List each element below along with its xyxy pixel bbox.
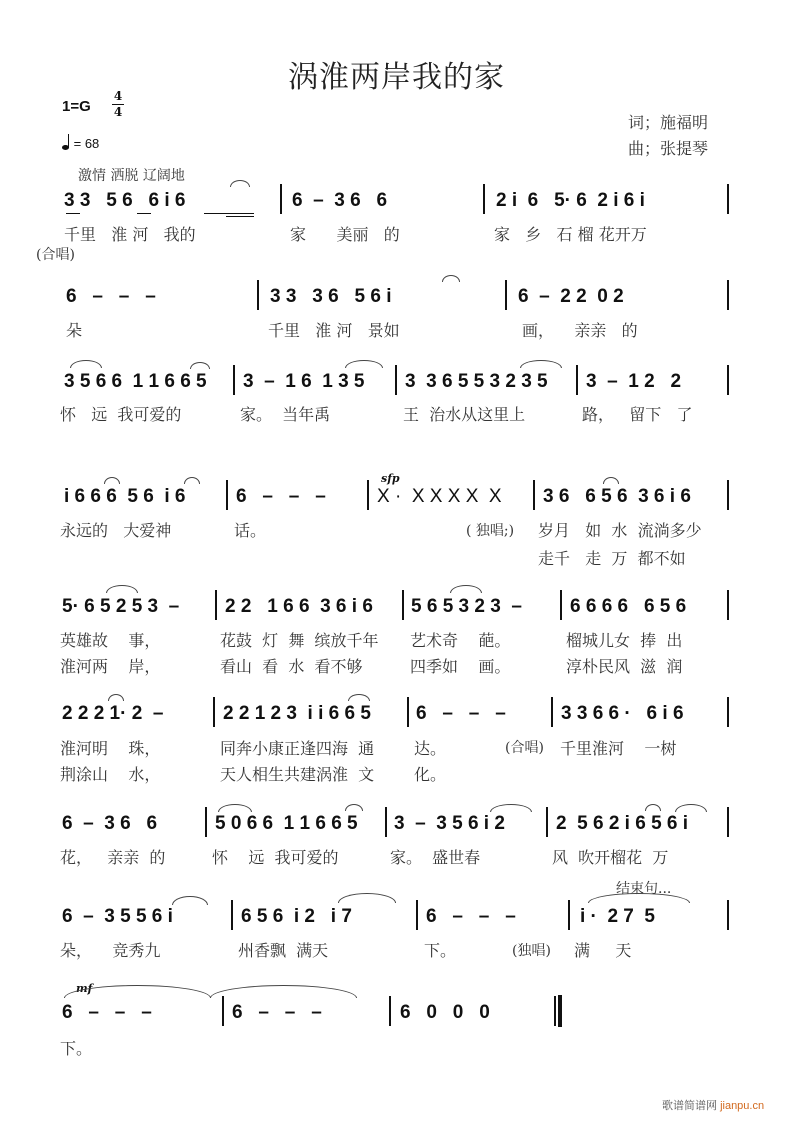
measure-2-notes: 6 – 3 6 6 [292,190,388,211]
measure-17-notes: 5 6 5 3 2 3 – [411,596,522,617]
measure-16-notes: 2 2 1 6 6 3 6 i 6 [225,596,373,617]
lyric-line-2: 化。 [414,765,447,784]
measure-12-notes: 6 – – – [236,486,326,507]
barline [727,590,729,620]
measure-20-notes: 2 2 1 2 3 i i 6 6 5 [223,703,371,724]
measure-15-notes: 5· 6 5 2 5 3 – [62,596,180,617]
barline [727,900,729,930]
measure-30-notes: i · 2 7 5 [580,906,655,927]
barline [727,280,729,310]
underline [66,213,80,214]
barline [257,280,259,310]
measure-26-notes: 2 5 6 2 i 6 5 6 i [556,813,689,834]
measure-18-notes: 6 6 6 6 6 5 6 [570,596,687,617]
dynamic-mf: mf [76,982,93,995]
lyric-line-1: 千里淮河 一树 [560,739,677,758]
barline [231,900,233,930]
measure-19-notes: 2 2 2 1· 2 – [62,703,164,724]
barline [233,365,235,395]
lyric-line-1: 岁月 如 水 流淌多少 [538,521,702,540]
barline [367,480,369,510]
barline [727,480,729,510]
tempo-marking [62,134,99,151]
lyric-line-1: 花， 亲亲 的 [60,848,166,867]
slur [442,275,460,282]
measure-6-notes: 6 – 2 2 0 2 [518,286,624,307]
time-signature-bottom: 4 [113,105,123,119]
measure-31-notes: 6 – – – [62,1002,152,1023]
final-barline [558,995,562,1027]
barline [385,807,387,837]
slur [106,585,138,593]
key-signature: 1=G [62,98,91,115]
barline [551,697,553,727]
measure-10-notes: 3 – 1 2 2 [586,371,682,392]
barline [568,900,570,930]
lyric-line-2: 走千 走 万 都不如 [538,549,686,568]
slur [104,477,120,484]
lyric-line-1: 话。 [234,521,267,540]
expression-intro: 激情 洒脱 辽阔地 [78,168,185,184]
barline [222,996,224,1026]
lyric-line-1: 达。 [414,739,447,758]
lyric-line-1: 家 乡 石 榴 花开万 [494,225,647,244]
lyric-line-1: 怀 远 我可爱的 [60,405,182,424]
slur [520,360,562,368]
slur [603,477,619,484]
solo-mark: ( 独唱;) [466,523,515,539]
tempo-value: = 68 [73,136,100,151]
lyric-line-1: 永远的 大爱神 [60,521,172,540]
slur [345,360,383,368]
lyric-line-1: 花鼓 灯 舞 缤放千年 [220,631,379,650]
lyric-line-2: 淮河两 岸， [60,657,161,676]
slur [172,896,208,905]
barline [576,365,578,395]
solo-mark-2: (独唱) [512,943,551,959]
lyric-line-1: 怀 远 我可爱的 [212,848,339,867]
measure-1-notes: 3 3 5 6 6 i 6 [64,190,186,211]
quarter-note-icon [62,134,70,150]
slur [230,180,250,187]
barline [560,590,562,620]
tie [210,985,357,998]
lyric-line-1: 英雄故 事， [60,631,161,650]
barline [395,365,397,395]
time-signature [112,90,124,119]
measure-11-notes: i 6 6 6 5 6 i 6 [64,486,186,507]
lyricist-credit: 词；施福明 [628,113,709,132]
lyric-line-1: 朵， 竞秀九 [60,941,161,960]
slur [348,694,370,701]
measure-27-notes: 6 – 3 5 5 6 i [62,906,173,927]
barline [226,480,228,510]
lyric-line-1: 千里 淮 河 我的 [64,225,196,244]
slur [338,893,396,903]
lyric-line-1: 画， 亲亲 的 [522,321,638,340]
lyric-line-1: 满 天 [574,941,632,960]
barline [215,590,217,620]
barline [546,807,548,837]
lyric-line-1: 朵 [66,321,83,340]
slur [218,804,252,812]
lyric-line-1: 家 美丽 的 [290,225,400,244]
measure-3-notes: 2 i 6 5· 6 2 i 6 i [496,190,645,211]
measure-5-notes: 3 3 3 6 5 6 i [270,286,392,307]
barline [727,697,729,727]
measure-14-notes: 3 6 6 5 6 3 6 i 6 [543,486,691,507]
measure-32-notes: 6 – – – [232,1002,322,1023]
underline [137,213,151,214]
slur [190,362,210,369]
lyric-line-1: 家。 盛世春 [390,848,481,867]
lyric-line-2: 淳朴民风 滋 润 [566,657,683,676]
measure-9-notes: 3 3 6 5 5 3 2 3 5 [405,371,548,392]
composer-credit: 曲；张提琴 [628,139,709,158]
lyric-line-2: 四季如 画。 [410,657,511,676]
ending-mark: 结束句... [616,881,672,897]
lyric-line-1: 下。 [60,1039,93,1058]
measure-28-notes: 6 5 6 i 2 i 7 [241,906,352,927]
barline [727,184,729,214]
underline [226,216,254,217]
measure-23-notes: 6 – 3 6 6 [62,813,158,834]
barline [213,697,215,727]
chorus-mark-2: (合唱) [505,740,544,756]
lyric-line-1: 下。 [424,941,457,960]
slur [645,804,661,811]
barline [727,365,729,395]
barline [416,900,418,930]
slur [490,804,532,812]
slur [70,360,102,368]
slur [675,804,707,812]
lyric-line-1: 淮河明 珠， [60,739,161,758]
lyric-line-1: 榴城儿女 捧 出 [566,631,683,650]
lyric-line-1: 家。 当年禹 [240,405,331,424]
slur [184,477,200,484]
time-signature-top: 4 [113,89,123,103]
barline [205,807,207,837]
lyric-line-1: 路， 留下 了 [582,405,693,424]
lyric-line-2: 看山 看 水 看不够 [220,657,363,676]
barline [727,807,729,837]
slur [450,585,482,593]
barline [402,590,404,620]
watermark [662,1097,764,1113]
lyric-line-1: 州香飘 满天 [238,941,329,960]
measure-29-notes: 6 – – – [426,906,516,927]
dynamic-sfp: sfp [381,472,400,485]
lyric-line-1: 风 吹开榴花 万 [552,848,669,867]
watermark-cn: 歌谱简谱网 [662,1100,717,1112]
lyric-line-1: 千里 淮 河 景如 [268,321,400,340]
barline [280,184,282,214]
measure-21-notes: 6 – – – [416,703,506,724]
measure-4-notes: 6 – – – [66,286,156,307]
slur [108,694,124,701]
barline [483,184,485,214]
slur [588,893,690,903]
barline [407,697,409,727]
barline [533,480,535,510]
measure-8-notes: 3 – 1 6 1 3 5 [243,371,365,392]
watermark-en: jianpu.cn [720,1100,765,1112]
lyric-line-1: 同奔小康正逢四海 通 [220,739,375,758]
measure-25-notes: 3 – 3 5 6 i 2 [394,813,505,834]
chorus-mark: (合唱) [36,247,75,263]
slur [345,804,363,811]
lyric-line-2: 荆涂山 水， [60,765,161,784]
measure-22-notes: 3 3 6 6 · 6 i 6 [561,703,684,724]
barline [505,280,507,310]
lyric-line-1: 艺术奇 葩。 [410,631,511,650]
barline [389,996,391,1026]
measure-13-rhythm: X · X X X X X [377,486,502,507]
measure-24-notes: 5 0 6 6 1 1 6 6 5 [215,813,358,834]
lyric-line-1: 王 治水从这里上 [403,405,526,424]
song-title: 涡淮两岸我的家 [288,60,505,95]
barline [554,996,556,1026]
underline [204,213,254,214]
measure-33-notes: 6 0 0 0 [400,1002,490,1023]
measure-7-notes: 3 5 6 6 1 1 6 6 5 [64,371,207,392]
lyric-line-2: 天人相生共建涡淮 文 [220,765,375,784]
